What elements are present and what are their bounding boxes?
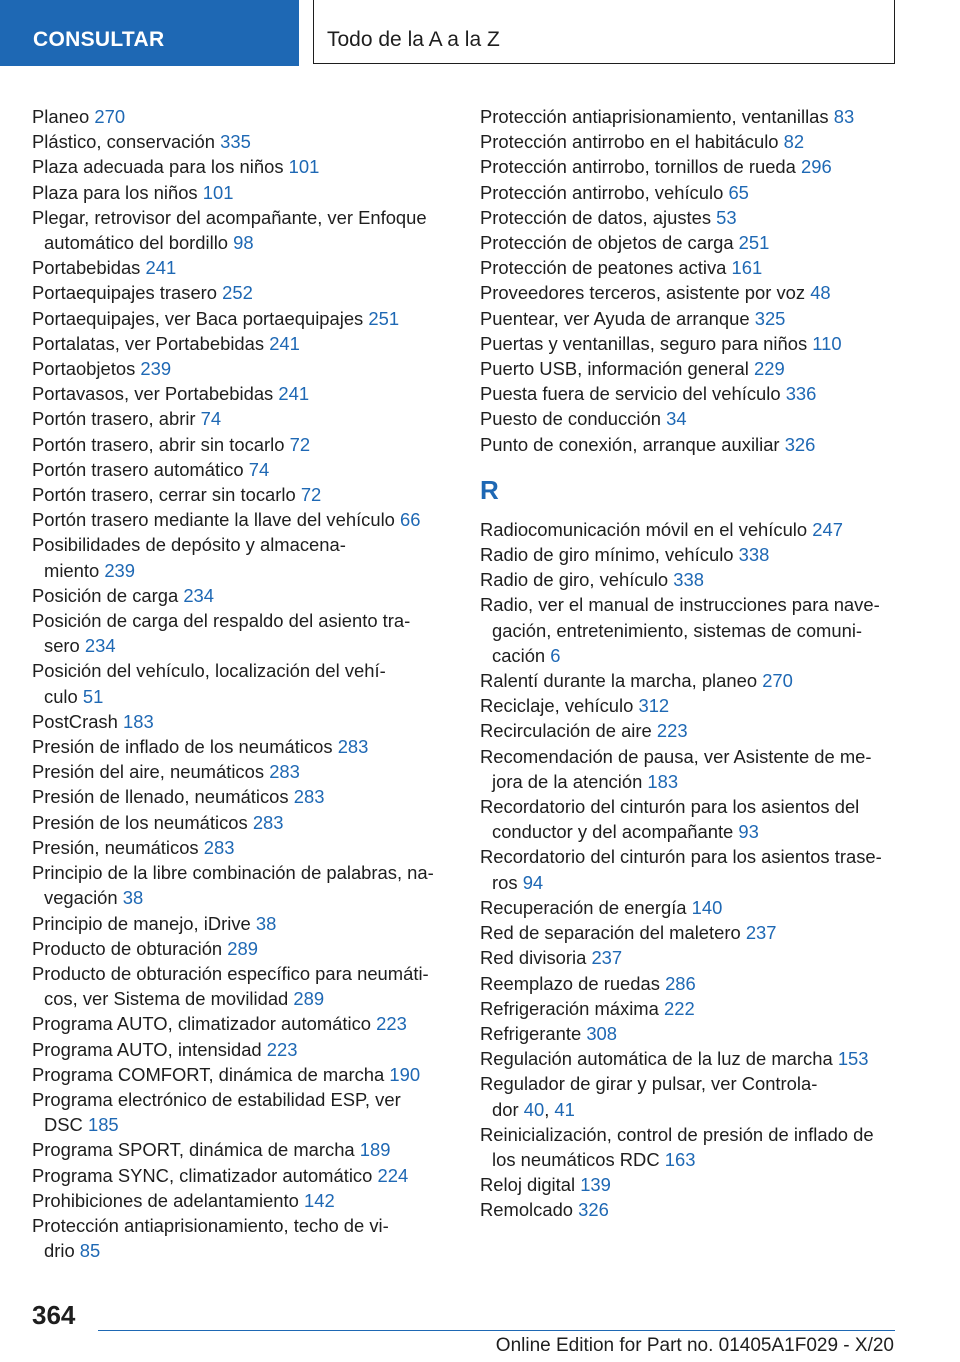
- index-entry: [32, 306, 462, 331]
- page-reference-link[interactable]: 289: [227, 937, 258, 959]
- page-header-title: Todo de la A a la Z: [313, 0, 895, 64]
- page-reference-link[interactable]: 153: [837, 1048, 869, 1070]
- index-entry-text: los neumáticos RDC: [492, 1148, 660, 1170]
- index-entry: [480, 693, 920, 718]
- index-entry-text: Plaza para los niños: [32, 181, 198, 203]
- index-entry-text: Puertas y ventanillas, seguro para niños: [480, 332, 808, 354]
- index-entry-text: Portón trasero, abrir: [32, 408, 196, 430]
- page-reference-link[interactable]: 6: [550, 644, 561, 666]
- page-reference-link[interactable]: 283: [337, 736, 369, 758]
- index-entry-text: Protección antiaprisionamiento, ventanillas: [480, 106, 829, 127]
- index-entry-text: Reciclaje, vehículo: [480, 695, 634, 717]
- index-entry-text: Portón trasero, cerrar sin tocarlo: [32, 484, 296, 506]
- index-entry: [480, 280, 920, 305]
- index-entry: [32, 709, 462, 734]
- page-reference-link[interactable]: 286: [665, 972, 696, 994]
- page-reference-link[interactable]: 163: [664, 1148, 696, 1170]
- page-reference-link[interactable]: 101: [202, 181, 234, 203]
- page-reference-link[interactable]: 251: [368, 307, 400, 329]
- index-entry: [480, 1122, 920, 1172]
- page-reference-link[interactable]: 183: [647, 770, 679, 792]
- index-entry: [32, 1037, 462, 1062]
- index-entry: [480, 920, 920, 945]
- index-entry: [32, 255, 462, 280]
- index-entry: [480, 794, 920, 844]
- index-entry: [32, 356, 462, 381]
- page-reference-link[interactable]: 183: [122, 710, 154, 732]
- index-entry-text: Protección de objetos de carga: [480, 232, 734, 254]
- index-entry-text: Protección antiaprisionamiento, techo de vi-: [32, 1214, 389, 1236]
- index-entry: [32, 759, 462, 784]
- section-tab: CONSULTAR: [0, 0, 299, 66]
- page-reference-link[interactable]: 241: [269, 332, 300, 354]
- index-entry: [32, 1213, 462, 1263]
- index-entry-text: Presión, neumáticos: [32, 836, 199, 858]
- index-entry: [480, 356, 920, 381]
- page-reference-link[interactable]: 93: [738, 821, 759, 843]
- index-entry: [32, 432, 462, 457]
- index-entry: [480, 180, 920, 205]
- index-entry-text: Regulación automática de la luz de marcha: [480, 1048, 833, 1070]
- index-entry-text: Radio de giro mínimo, vehículo: [480, 544, 734, 566]
- index-entry-text: drio: [44, 1240, 75, 1262]
- page-reference-link[interactable]: 72: [300, 484, 322, 506]
- index-entry-text: PostCrash: [32, 710, 118, 732]
- page-reference-link[interactable]: 140: [691, 896, 723, 918]
- page-reference-link[interactable]: 296: [801, 156, 832, 178]
- page-reference-link[interactable]: 223: [656, 720, 688, 742]
- page-reference-link[interactable]: 53: [716, 206, 737, 228]
- index-group-p: [480, 104, 920, 457]
- page-reference-link[interactable]: 38: [122, 887, 144, 909]
- index-entry: [32, 331, 462, 356]
- index-entry-text: Posición del vehículo, localización del vehí-: [32, 660, 386, 682]
- index-entry-text: Proveedores terceros, asistente por voz: [480, 282, 806, 304]
- index-entry: [32, 835, 462, 860]
- index-entry: [32, 583, 462, 608]
- page-reference-link[interactable]: 270: [762, 670, 793, 692]
- footer-edition-text: Online Edition for Part no. 01405A1F029 - X/20: [495, 1335, 894, 1356]
- index-entry-text: Portavasos, ver Portabebidas: [32, 383, 274, 405]
- index-entry-text: Protección de peatones activa: [480, 257, 727, 279]
- index-entry-text: Presión del aire, neumáticos: [32, 761, 265, 783]
- page-reference-link[interactable]: 270: [94, 106, 126, 127]
- page-reference-link[interactable]: 234: [84, 635, 116, 657]
- index-entry-text: cación: [492, 644, 546, 666]
- index-entry-text: Portaequipajes, ver Baca portaequipajes: [32, 307, 364, 329]
- page-reference-link[interactable]: 239: [104, 559, 136, 581]
- index-entry-text: Red de separación del maletero: [480, 922, 741, 944]
- index-entry-text: Protección antirrobo, vehículo: [480, 181, 724, 203]
- page-reference-link[interactable]: 234: [183, 584, 215, 606]
- page-reference-link[interactable]: 51: [82, 685, 104, 707]
- index-entry-text: Recordatorio del cinturón para los asientos trase-: [480, 846, 882, 868]
- index-entry-text: Puentear, ver Ayuda de arranque: [480, 307, 750, 329]
- index-column-left: [32, 104, 462, 1263]
- index-entry-text: Portón trasero automático: [32, 458, 244, 480]
- page-reference-link[interactable]: 289: [293, 988, 325, 1010]
- index-entry-text: Punto de conexión, arranque auxiliar: [480, 433, 780, 455]
- index-entry-text: Presión de llenado, neumáticos: [32, 786, 289, 808]
- page-reference-link[interactable]: 338: [673, 569, 704, 591]
- page-reference-link[interactable]: 82: [783, 131, 805, 153]
- index-entry: [32, 457, 462, 482]
- page-reference-link[interactable]: 189: [359, 1139, 391, 1161]
- page-reference-link[interactable]: 252: [222, 282, 253, 304]
- index-entry-text: sero: [44, 635, 80, 657]
- index-entry-text: Puesto de conducción: [480, 408, 661, 430]
- page-reference-link[interactable]: 185: [87, 1114, 119, 1136]
- page-reference-link[interactable]: 312: [638, 695, 670, 717]
- page-reference-link[interactable]: 251: [738, 232, 770, 254]
- index-entry: [480, 255, 920, 280]
- index-entry-text: Recuperación de energía: [480, 896, 687, 918]
- page-reference-link[interactable]: 74: [248, 458, 270, 480]
- page-reference-link[interactable]: 326: [784, 433, 816, 455]
- page-number: 364: [32, 1300, 76, 1330]
- index-entry-text: conductor y del acompañante: [492, 821, 734, 843]
- index-entry-text: Portaobjetos: [32, 358, 136, 380]
- index-entry-text: Portalatas, ver Portabebidas: [32, 332, 265, 354]
- index-group-r: [480, 517, 920, 1223]
- page-reference-link[interactable]: 222: [664, 997, 695, 1019]
- index-entry: Regulador de girar y pulsar, ver Controla- dor 40, 41: [480, 1073, 818, 1120]
- index-entry: [480, 844, 920, 894]
- index-entry-text: cos, ver Sistema de movilidad: [44, 988, 289, 1010]
- index-entry: [32, 1087, 462, 1137]
- page-reference-link[interactable]: 247: [812, 518, 843, 540]
- index-entry: [32, 608, 462, 658]
- index-entry-text: Radio de giro, vehículo: [480, 569, 669, 591]
- index-entry: [32, 1062, 462, 1087]
- page-reference-link[interactable]: 38: [255, 912, 277, 934]
- page-reference-link[interactable]: 98: [233, 232, 254, 254]
- page-reference-link[interactable]: 142: [303, 1189, 335, 1211]
- index-entry: [480, 1046, 920, 1071]
- index-entry: [32, 154, 462, 179]
- index-entry-text: culo: [44, 685, 78, 707]
- page-reference-link[interactable]: 336: [785, 383, 817, 405]
- index-entry-text: Plegar, retrovisor del acompañante, ver Enfoque: [32, 206, 427, 228]
- page-reference-link[interactable]: 110: [812, 332, 842, 354]
- index-entry: [32, 180, 462, 205]
- page-reference-link[interactable]: 338: [738, 544, 770, 566]
- index-entry-text: Plaza adecuada para los niños: [32, 156, 284, 178]
- index-column-right: [480, 104, 920, 1223]
- index-entry: [480, 895, 920, 920]
- index-entry: [32, 205, 462, 255]
- index-entry: [480, 432, 920, 457]
- page-reference-link[interactable]: 237: [591, 947, 623, 969]
- page-reference-link[interactable]: 283: [293, 786, 325, 808]
- page-reference-link[interactable]: 48: [810, 282, 831, 304]
- index-entry: [480, 205, 920, 230]
- page-reference-link[interactable]: 101: [288, 156, 320, 178]
- index-entry: [480, 104, 920, 129]
- section-letter-heading: R: [480, 474, 499, 505]
- index-entry-text: Refrigeración máxima: [480, 997, 659, 1019]
- index-entry: [32, 936, 462, 961]
- index-entry-text: Posición de carga del respaldo del asiento tra-: [32, 610, 411, 632]
- index-entry-text: dor: [492, 1098, 519, 1120]
- index-entry-text: vegación: [44, 887, 118, 909]
- index-entry: [480, 718, 920, 743]
- index-entry: [480, 331, 920, 356]
- index-entry-text: miento: [44, 559, 100, 581]
- index-entry: [480, 406, 920, 431]
- page-reference-link[interactable]: 283: [269, 761, 300, 783]
- page-reference-link[interactable]: 72: [289, 433, 311, 455]
- page-reference-link[interactable]: 283: [252, 811, 284, 833]
- footer-divider: [98, 1330, 895, 1331]
- index-entry-text: Refrigerante: [480, 1022, 582, 1044]
- page-reference-link[interactable]: 85: [79, 1240, 101, 1262]
- index-entry: [32, 280, 462, 305]
- index-entry-text: Recordatorio del cinturón para los asientos del: [480, 796, 860, 818]
- page-reference-link[interactable]: 40: [523, 1098, 545, 1120]
- index-entry-text: Portaequipajes trasero: [32, 282, 218, 304]
- index-entry-text: Protección de datos, ajustes: [480, 206, 712, 228]
- index-entry-text: Producto de obturación: [32, 937, 223, 959]
- page-reference-link[interactable]: 66: [400, 509, 421, 531]
- index-entry: [32, 104, 462, 129]
- index-entry: [32, 482, 462, 507]
- page-reference-link[interactable]: 241: [278, 383, 310, 405]
- index-entry-text: automático del bordillo: [44, 232, 229, 254]
- index-entry: [480, 1172, 920, 1197]
- page-reference-link[interactable]: 94: [522, 871, 544, 893]
- index-entry-text: Programa COMFORT, dinámica de marcha: [32, 1063, 385, 1085]
- index-entry: [32, 129, 462, 154]
- index-entry: [32, 1137, 462, 1162]
- index-entry: [480, 230, 920, 255]
- page-reference-link[interactable]: 308: [586, 1022, 618, 1044]
- index-entry-text: jora de la atención: [492, 770, 643, 792]
- index-entry: [32, 381, 462, 406]
- index-entry-text: Red divisoria: [480, 947, 587, 969]
- index-entry: [480, 668, 920, 693]
- index-entry: [32, 406, 462, 431]
- index-entry-text: Prohibiciones de adelantamiento: [32, 1189, 299, 1211]
- index-entry: [32, 961, 462, 1011]
- index-entry: [480, 306, 920, 331]
- index-entry: [32, 658, 462, 708]
- index-entry: [480, 1021, 920, 1046]
- page-reference-link[interactable]: 34: [666, 408, 687, 430]
- index-entry: [32, 1188, 462, 1213]
- index-entry: [32, 1163, 462, 1188]
- page-reference-link[interactable]: 83: [833, 106, 855, 127]
- index-entry-text: Posibilidades de depósito y almacena-: [32, 534, 346, 556]
- index-entry-text: Protección antirrobo en el habitáculo: [480, 131, 779, 153]
- index-entry: [480, 1197, 920, 1222]
- index-entry: [32, 507, 462, 532]
- page-reference-link[interactable]: 223: [376, 1013, 407, 1035]
- index-entry-text: gación, entretenimiento, sistemas de comuni-: [492, 619, 863, 641]
- index-entry-text: Presión de los neumáticos: [32, 811, 248, 833]
- page-reference-link[interactable]: 161: [731, 257, 763, 279]
- index-entry-text: Portabebidas: [32, 257, 141, 279]
- index-entry: [32, 810, 462, 835]
- index-entry-text: Programa AUTO, climatizador automático: [32, 1013, 371, 1035]
- index-entry-text: Reemplazo de ruedas: [480, 972, 660, 994]
- index-entry: [32, 860, 462, 910]
- index-entry-text: Programa SPORT, dinámica de marcha: [32, 1139, 355, 1161]
- page-reference-link[interactable]: 237: [745, 922, 777, 944]
- page-reference-link[interactable]: 74: [200, 408, 222, 430]
- index-entry-text: Regulador de girar y pulsar, ver Controla-: [480, 1073, 818, 1095]
- index-entry-text: Producto de obturación específico para neumáti-: [32, 962, 429, 984]
- page-reference-link[interactable]: 335: [220, 131, 251, 153]
- page-reference-link[interactable]: 239: [140, 358, 172, 380]
- index-entry: [32, 532, 462, 582]
- index-entry-text: Reloj digital: [480, 1174, 576, 1196]
- index-entry: [32, 784, 462, 809]
- page-reference-link[interactable]: 224: [377, 1164, 409, 1186]
- page-reference-link[interactable]: 139: [580, 1174, 611, 1196]
- index-entry: [480, 129, 920, 154]
- index-entry-text: Puerto USB, información general: [480, 358, 749, 380]
- index-entry-text: Programa electrónico de estabilidad ESP, ver: [32, 1088, 401, 1110]
- index-entry: [480, 154, 920, 179]
- index-entry-text: Programa AUTO, intensidad: [32, 1038, 262, 1060]
- index-entry-text: Protección antirrobo, tornillos de rueda: [480, 156, 796, 178]
- index-entry: [32, 911, 462, 936]
- index-entry: [480, 567, 920, 592]
- page-reference-link[interactable]: 41: [554, 1098, 575, 1120]
- index-entry-text: Principio de la libre combinación de palabras, na-: [32, 862, 434, 884]
- index-entry-text: ros: [492, 871, 518, 893]
- page-reference-link[interactable]: 190: [389, 1063, 421, 1085]
- index-entry-text: Plástico, conservación: [32, 131, 215, 153]
- page-reference-link[interactable]: 65: [728, 181, 749, 203]
- index-entry: [480, 381, 920, 406]
- index-entry-text: Ralentí durante la marcha, planeo: [480, 670, 758, 692]
- index-entry: [480, 971, 920, 996]
- index-entry-text: Recirculación de aire: [480, 720, 652, 742]
- index-entry-text: Programa SYNC, climatizador automático: [32, 1164, 373, 1186]
- page-reference-link[interactable]: 223: [266, 1038, 298, 1060]
- index-entry: [480, 945, 920, 970]
- index-entry-text: Radiocomunicación móvil en el vehículo: [480, 518, 808, 540]
- page-reference-link[interactable]: 326: [578, 1199, 609, 1221]
- index-entry: [32, 1011, 462, 1036]
- index-entry-text: Radio, ver el manual de instrucciones para nave-: [480, 594, 880, 616]
- index-entry-text: DSC: [44, 1114, 83, 1136]
- page-reference-link[interactable]: 325: [754, 307, 786, 329]
- index-entry: [480, 592, 920, 668]
- index-entry-text: Posición de carga: [32, 584, 179, 606]
- index-entry: [32, 734, 462, 759]
- index-entry: [480, 744, 920, 794]
- index-entry-text: Presión de inflado de los neumáticos: [32, 736, 333, 758]
- index-entry: [480, 542, 920, 567]
- index-entry-text: Portón trasero mediante la llave del vehículo: [32, 509, 395, 531]
- index-entry-text: Puesta fuera de servicio del vehículo: [480, 383, 781, 405]
- index-entry-text: Recomendación de pausa, ver Asistente de me-: [480, 745, 872, 767]
- index-entry: [480, 517, 920, 542]
- page-reference-link[interactable]: 229: [753, 358, 785, 380]
- index-entry: [480, 996, 920, 1021]
- index-entry-text: Reinicialización, control de presión de inflado de: [480, 1123, 874, 1145]
- index-entry-text: Remolcado: [480, 1199, 574, 1221]
- index-entry-text: Principio de manejo, iDrive: [32, 912, 251, 934]
- index-entry-text: Portón trasero, abrir sin tocarlo: [32, 433, 285, 455]
- page-reference-link[interactable]: 283: [203, 836, 235, 858]
- index-entry-text: Planeo: [32, 106, 90, 127]
- page-reference-link[interactable]: 241: [145, 257, 177, 279]
